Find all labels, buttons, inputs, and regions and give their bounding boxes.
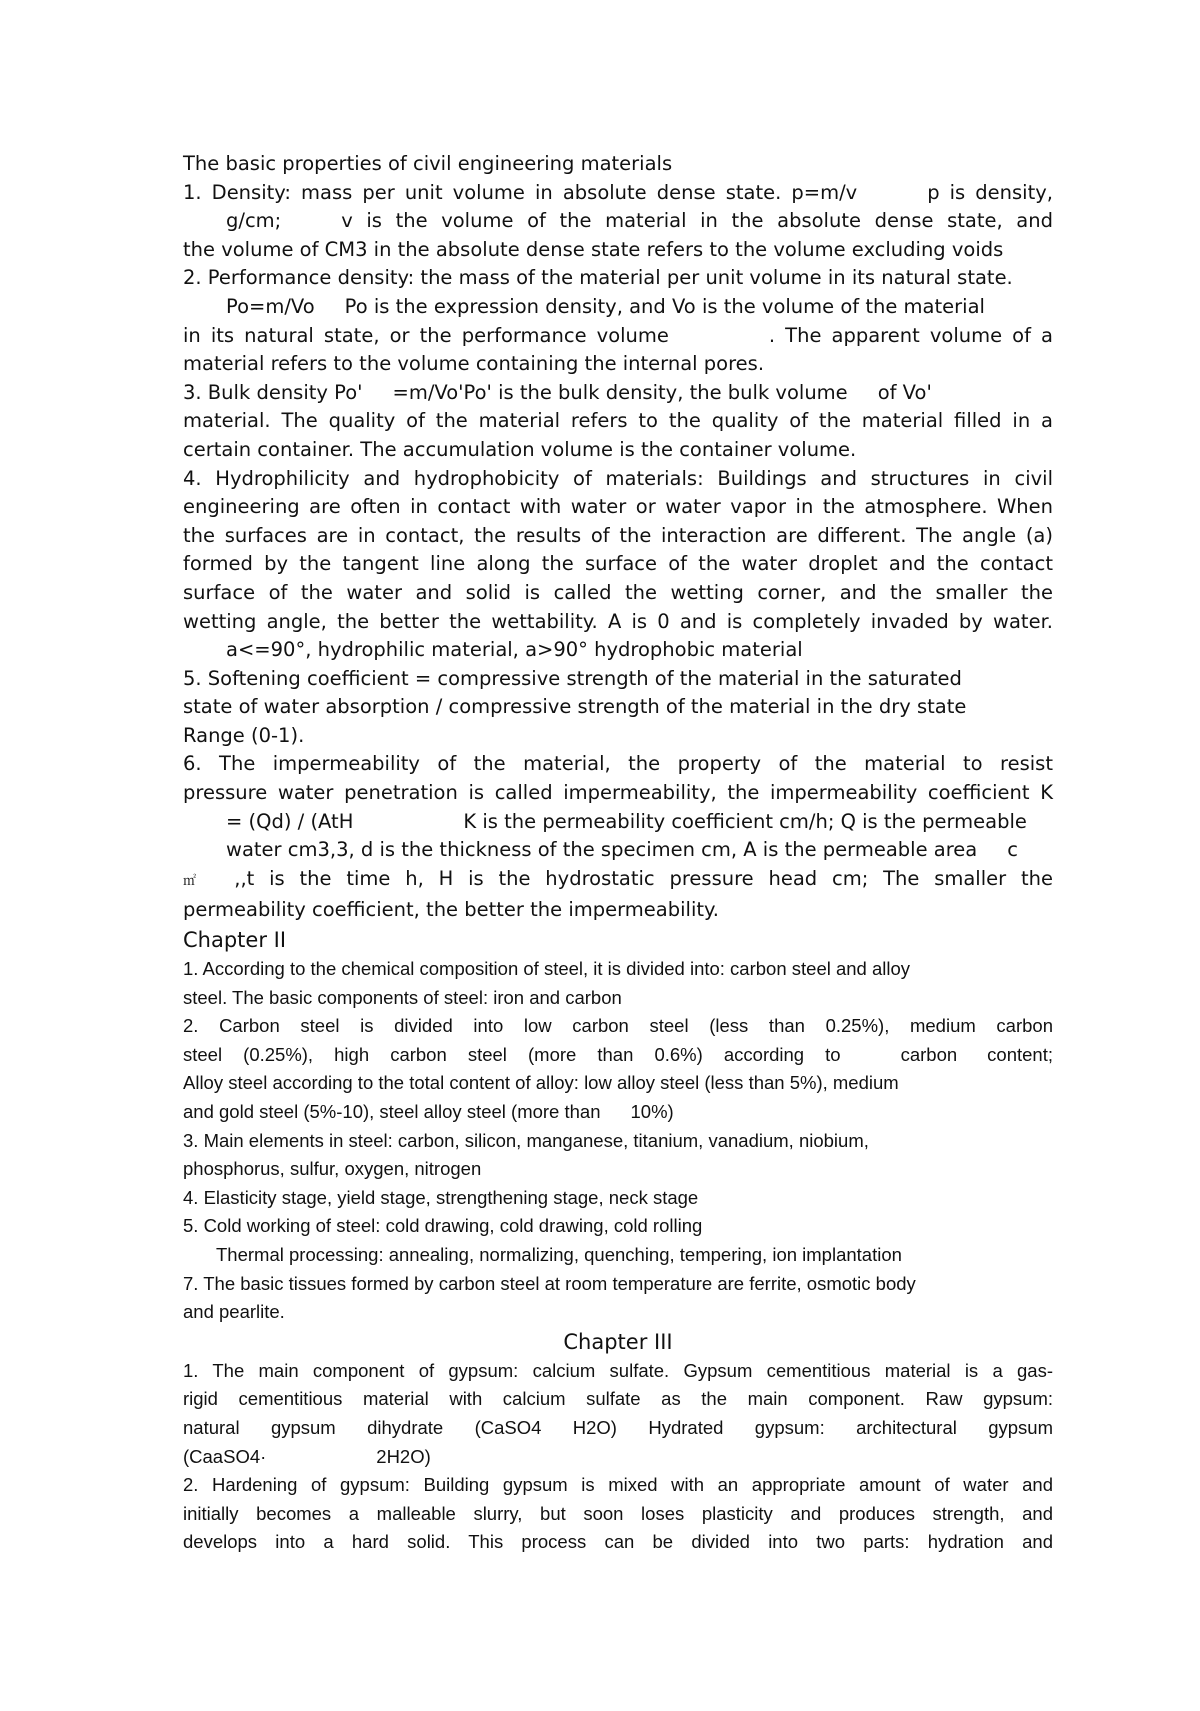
impermeability-line-5 <box>183 865 1053 897</box>
performance-density-line-2 <box>183 293 1053 322</box>
chapter-2-body <box>183 955 1053 1327</box>
performance-density-line-3 <box>183 322 1053 351</box>
text: carbon <box>900 1043 958 1065</box>
text: steel (0.25%), high carbon steel (more than 0.6%) according to <box>183 1043 841 1065</box>
c3-line-5: 2. Hardening of gypsum: Building gypsum is mixed with an appropriate amount of water and <box>183 1474 1053 1496</box>
text: ,,t is the time h, H is the hydrostatic pressure head cm; The smaller the <box>234 866 1053 890</box>
text: = (Qd) / (AtH <box>226 809 354 833</box>
density-line-3: the volume of CM3 in the absolute dense state refers to the volume excluding voids <box>183 237 1004 261</box>
hydrophilicity-line-5: surface of the water and solid is called the wetting corner, and the smaller the <box>183 580 1053 604</box>
text: p is density, <box>927 180 1053 204</box>
hydrophilicity-line-2: engineering are often in contact with water or water vapor in the atmosphere. When <box>183 495 1053 519</box>
text: . The apparent volume of a <box>768 323 1053 347</box>
text: c <box>1007 838 1018 862</box>
c3-line-7: develops into a hard solid. This process can be divided into two parts: hydration and <box>183 1531 1053 1553</box>
text: water cm3,3, d is the thickness of the specimen cm, A is the permeable area <box>226 838 978 862</box>
density-line-2 <box>183 207 1053 236</box>
hydrophilicity-line-6: wetting angle, the better the wettability. A is 0 and is completely invaded by water. <box>183 609 1053 633</box>
text: content; <box>987 1043 1053 1065</box>
hydrophilicity-line-4: formed by the tangent line along the surface of the water droplet and the contact <box>183 552 1053 576</box>
c3-line-4 <box>183 1443 1053 1472</box>
impermeability-line-1: 6. The impermeability of the material, the property of the material to resist <box>183 752 1053 776</box>
text: =m/Vo'Po' is the bulk density, the bulk volume <box>392 380 848 404</box>
text: 3. Bulk density Po' <box>183 380 363 404</box>
bulk-density-line-2: material. The quality of the material refers to the quality of the material filled in a <box>183 409 1053 433</box>
text: in its natural state, or the performance volume <box>183 323 669 347</box>
softening-line-3: Range (0-1). <box>183 723 305 747</box>
c2-line-11: Thermal processing: annealing, normalizing, quenching, tempering, ion implantation <box>216 1243 902 1265</box>
c2-line-10: 5. Cold working of steel: cold drawing, cold drawing, cold rolling <box>183 1215 703 1237</box>
c2-line-13: and pearlite. <box>183 1301 285 1323</box>
c2-line-7: 3. Main elements in steel: carbon, silicon, manganese, titanium, vanadium, niobium, <box>183 1129 869 1151</box>
c2-line-8: phosphorus, sulfur, oxygen, nitrogen <box>183 1158 482 1180</box>
c2-line-9: 4. Elasticity stage, yield stage, strengthening stage, neck stage <box>183 1186 699 1208</box>
bulk-density-line-3: certain container. The accumulation volume is the container volume. <box>183 437 857 461</box>
text: K is the permeability coefficient cm/h; Q is the permeable <box>463 809 1027 833</box>
hydrophilicity-line-1: 4. Hydrophilicity and hydrophobicity of materials: Buildings and structures in civil <box>183 466 1053 490</box>
text: Po is the expression density, and Vo is the volume of the material <box>344 294 985 318</box>
document-page <box>183 150 1053 1557</box>
chapter-3-heading: Chapter III <box>563 1329 673 1354</box>
impermeability-line-3 <box>183 808 1053 837</box>
document-title: The basic properties of civil engineering materials <box>183 152 673 175</box>
c2-line-3: 2. Carbon steel is divided into low carbon steel (less than 0.25%), medium carbon <box>183 1015 1053 1037</box>
performance-density-line-1: 2. Performance density: the mass of the material per unit volume in its natural state. <box>183 266 1013 290</box>
text: v is the volume of the material in the absolute dense state, and <box>341 209 1053 233</box>
c3-line-3: natural gypsum dihydrate (CaSO4 H2O) Hydrated gypsum: architectural gypsum <box>183 1416 1053 1438</box>
impermeability-line-6: permeability coefficient, the better the impermeability. <box>183 898 719 922</box>
chapter-3-body <box>183 1357 1053 1557</box>
text: of Vo' <box>877 380 932 404</box>
text: (CaaSO4· <box>183 1445 267 1467</box>
c2-line-5: Alloy steel according to the total content of alloy: low alloy steel (less than 5%), medium <box>183 1072 899 1094</box>
chapter-2-heading: Chapter II <box>183 928 287 953</box>
c2-line-6 <box>183 1098 1053 1127</box>
impermeability-line-2: pressure water penetration is called impermeability, the impermeability coefficient K <box>183 781 1053 805</box>
hydrophilicity-line-3: the surfaces are in contact, the results of the interaction are different. The angle (a) <box>183 523 1053 547</box>
text: 10%) <box>630 1101 674 1122</box>
text: 2H2O) <box>376 1445 431 1467</box>
softening-line-1: 5. Softening coefficient = compressive strength of the material in the saturated <box>183 666 962 690</box>
density-line-1 <box>183 179 1053 208</box>
c2-line-12: 7. The basic tissues formed by carbon steel at room temperature are ferrite, osmotic body <box>183 1272 916 1294</box>
text: and gold steel (5%-10), steel alloy steel (more than <box>183 1101 601 1122</box>
impermeability-line-4 <box>183 836 1053 865</box>
c2-line-4 <box>183 1041 1053 1070</box>
performance-density-line-4: material refers to the volume containing the internal pores. <box>183 352 765 376</box>
c3-line-2: rigid cementitious material with calcium sulfate as the main component. Raw gypsum: <box>183 1388 1053 1410</box>
softening-line-2: state of water absorption / compressive strength of the material in the dry state <box>183 695 967 719</box>
c2-line-1: 1. According to the chemical composition of steel, it is divided into: carbon steel and alloy <box>183 958 911 980</box>
c3-line-1: 1. The main component of gypsum: calcium sulfate. Gypsum cementitious material is a gas- <box>183 1359 1053 1381</box>
text: ㎡ <box>183 873 205 889</box>
bulk-density-line-1 <box>183 379 1053 408</box>
hydrophilicity-line-7: a<=90°, hydrophilic material, a>90° hydrophobic material <box>226 638 803 662</box>
text: g/cm; <box>226 209 282 233</box>
text: Po=m/Vo <box>226 294 315 318</box>
c2-line-2: steel. The basic components of steel: iron and carbon <box>183 986 622 1008</box>
c3-line-6: initially becomes a malleable slurry, but soon loses plasticity and produces strength, and <box>183 1502 1053 1524</box>
text: 1. Density: mass per unit volume in absolute dense state. p=m/v <box>183 180 858 204</box>
